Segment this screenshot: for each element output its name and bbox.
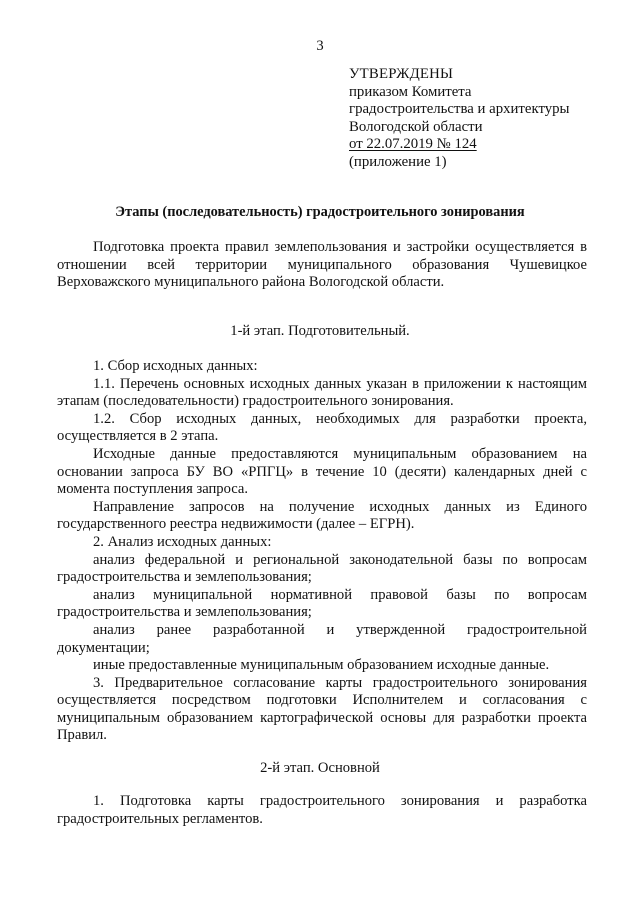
intro-paragraph: Подготовка проекта правил землепользования и застройки осуществляется в отношении всей территории муниципального образования Чушевицкое Верховажского муниципального района Вологодской области. xyxy=(57,239,587,291)
intro-section xyxy=(57,239,587,292)
stage1-paragraph: 3. Предварительное согласование карты градостроительного зонирования осуществляется посредством подготовки Исполнителем и согласования с муниципальным образованием картографической основы для разработки проекта Правил. xyxy=(57,674,587,744)
stage1-paragraph: Направление запросов на получение исходных данных из Единого государственного реестра недвижимости (далее – ЕГРН). xyxy=(57,498,587,533)
document-title: Этапы (последовательность) градостроительного зонирования xyxy=(115,204,525,220)
stage1-paragraph: 1.2. Сбор исходных данных, необходимых для разработки проекта, осуществляется в 2 этапа. xyxy=(57,410,587,445)
stage1-heading: 1-й этап. Подготовительный. xyxy=(230,323,410,339)
stage1-paragraph: 1.1. Перечень основных исходных данных указан в приложении к настоящим этапам (последовательности) градостроительного зонирования. xyxy=(57,375,587,410)
stage1-paragraph: анализ муниципальной нормативной правовой базы по вопросам градостроительства и землепользования; xyxy=(57,586,587,621)
approval-committee-line: градостроительства и архитектуры xyxy=(349,101,570,118)
stage1-paragraph: 2. Анализ исходных данных: xyxy=(93,533,272,550)
stage1-paragraph: 1. Сбор исходных данных: xyxy=(93,358,258,374)
approval-block xyxy=(349,66,609,172)
stage1-paragraph: анализ федеральной и региональной законодательной базы по вопросам градостроительства и землепользования; xyxy=(57,551,587,586)
stage1-paragraph: анализ ранее разработанной и утвержденной градостроительной документации; xyxy=(57,621,587,656)
stage2-paragraph: 1. Подготовка карты градостроительного зонирования и разработка градостроительных регламентов. xyxy=(57,793,587,827)
stage2-body xyxy=(57,793,587,828)
stage1-paragraph: иные предоставленные муниципальным образованием исходные данные. xyxy=(93,657,550,674)
approval-heading: УТВЕРЖДЕНЫ xyxy=(349,66,454,82)
approval-region-line: Вологодской области xyxy=(349,118,483,135)
approval-appendix-line: (приложение 1) xyxy=(349,153,447,170)
stage1-paragraph: Исходные данные предоставляются муниципальным образованием на основании запроса БУ ВО «РПГЦ» в течение 10 (десяти) календарных дней с момента поступления запроса. xyxy=(57,445,587,498)
approval-order-line: приказом Комитета xyxy=(349,83,472,100)
stage1-body xyxy=(57,358,587,745)
approval-order-date: от 22.07.2019 № 124 xyxy=(349,136,477,153)
stage2-heading: 2-й этап. Основной xyxy=(260,760,380,776)
page-number: 3 xyxy=(316,38,324,54)
